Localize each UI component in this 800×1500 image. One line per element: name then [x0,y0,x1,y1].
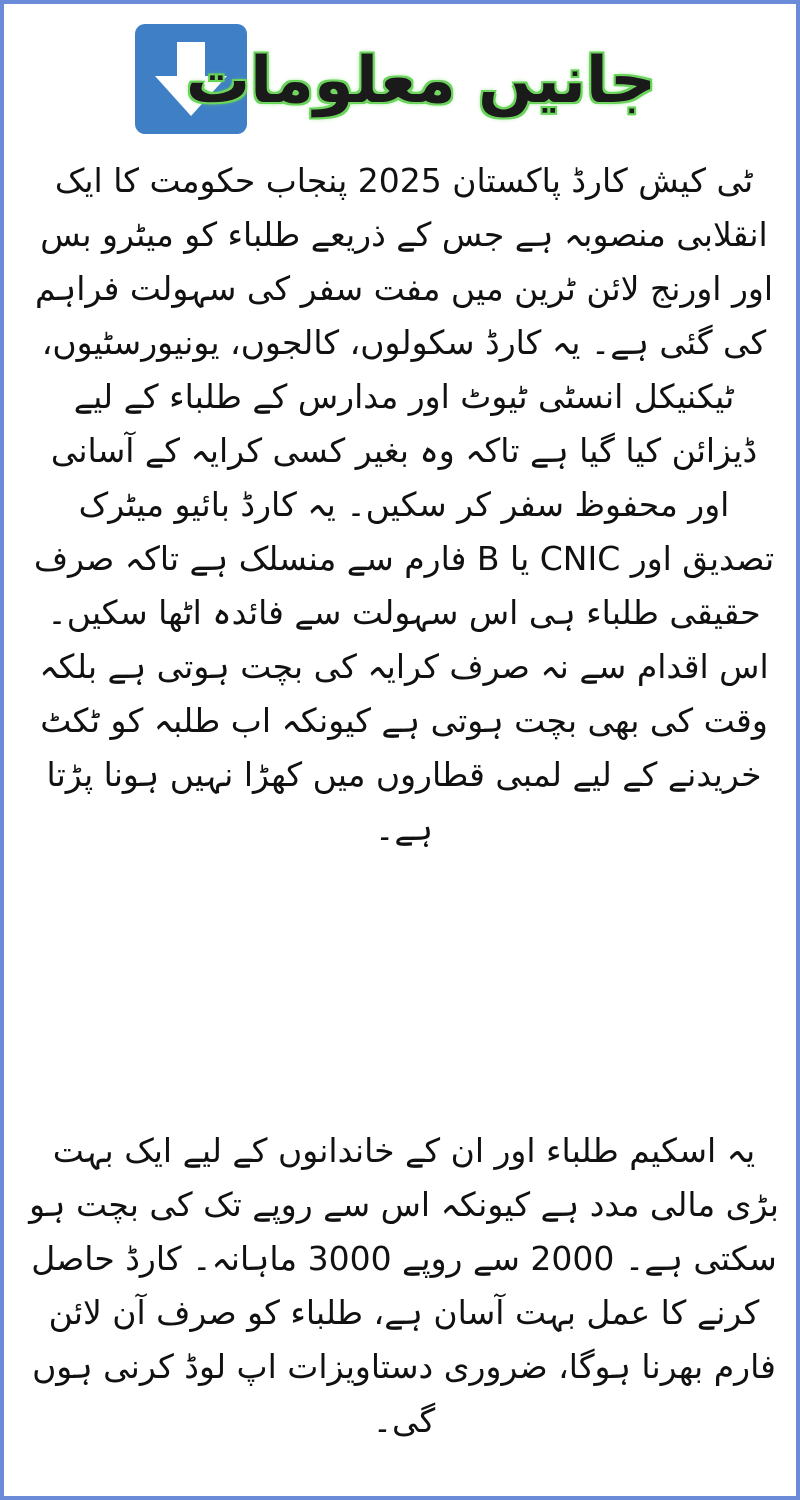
article-paragraph-1: ٹی کیش کارڈ پاکستان 2025 پنجاب حکومت کا ایک انقلابی منصوبہ ہے جس کے ذریعے طلباء کو میٹرو بس اور اورنج لائن ٹرین میں مفت سفر کی سہولت فراہم کی گئی ہے۔ یہ کارڈ سکولوں، کالجوں، یونیورسٹیوں، ٹیکنیکل انسٹی ٹیوٹ اور مدارس کے طلباء کے لیے ڈیزائن کیا گیا ہے تاکہ وہ بغیر کسی کرایہ کے آسانی اور محفوظ سفر کر سکیں۔ یہ کارڈ بائیو میٹرک تصدیق اور CNIC یا B فارم سے منسلک ہے تاکہ صرف حقیقی طلباء ہی اس سہولت سے فائدہ اٹھا سکیں۔ اس اقدام سے نہ صرف کرایہ کی بچت ہوتی ہے بلکہ وقت کی بھی بچت ہوتی ہے کیونکہ اب طلبہ کو ٹکٹ خریدنے کے لیے لمبی قطاروں میں کھڑا نہیں ہونا پڑتا ہے۔ [33,161,775,848]
article-paragraph-2: یہ اسکیم طلباء اور ان کے خاندانوں کے لیے ایک بہت بڑی مالی مدد ہے کیونکہ اس سے روپے تک کی بچت ہو سکتی ہے۔ 2000 سے روپے 3000 ماہانہ۔ کارڈ حاصل کرنے کا عمل بہت آسان ہے، طلباء کو صرف آن لائن فارم بھرنا ہوگا، ضروری دستاویزات اپ لوڈ کرنی ہوں گی۔ [29,1131,779,1440]
page-title: جانیں معلومات [185,44,656,118]
header [4,16,800,138]
